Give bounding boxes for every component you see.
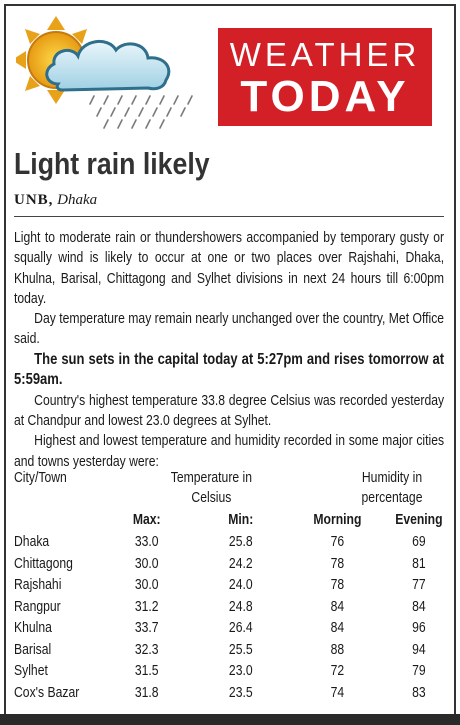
cell-max: 33.7 [134,620,159,636]
weather-banner [6,6,454,136]
sun-cloud-rain-icon [16,14,216,129]
cell-morning: 78 [330,555,345,572]
cell-min: 23.0 [228,663,253,679]
weather-today-title-box [218,28,432,126]
header-city: City/Town [14,470,67,486]
cell-evening: 77 [412,577,426,593]
table-row [14,618,444,640]
cell-evening: 81 [412,555,426,572]
cell-min: 25.5 [228,641,253,658]
byline-dateline: Dhaka [57,192,98,208]
table-row [14,661,444,683]
cell-min: 25.8 [228,534,253,550]
header-max: Max: [132,512,161,528]
cell-min: 24.8 [228,598,253,615]
weather-article-clipping [4,4,456,716]
cell-max: 31.2 [134,598,159,615]
cell-morning: 74 [330,684,345,701]
cell-morning: 76 [330,534,345,550]
paragraph-extremes: Country's highest temperature 33.8 degree Celsius was recorded yesterday at Chandpur and lowest 23.0 degrees at Sylhet. [14,392,445,430]
table-row [14,575,444,597]
cell-morning: 78 [330,577,345,593]
cell-max: 31.5 [134,663,159,679]
cell-morning: 84 [330,620,345,636]
cell-max: 32.3 [134,641,159,658]
paragraph-day-temperature: Day temperature may remain nearly unchanged over the country, Met Office said. [14,311,445,348]
cell-morning: 72 [330,663,345,679]
header-min: Min: [228,512,254,528]
cell-morning: 88 [330,641,345,658]
cell-city: Sylhet [14,663,48,679]
cell-max: 31.8 [134,684,159,701]
paragraph-forecast: Light to moderate rain or thundershowers accompanied by temporary gusty or squally wind is likely to occur at one or two places over Rajshahi, Dhaka, Khulna, Barisal, Chittagong and Sylhet divisions in next 24 hours till 6:00pm today. [14,230,445,307]
banner-title-weather: WEATHER [229,36,421,73]
cell-evening: 96 [412,620,426,636]
article-headline: Light rain likely [14,146,210,181]
table-row [14,554,444,576]
cell-city: Barisal [14,641,52,658]
cell-min: 24.0 [228,577,253,593]
cell-evening: 84 [412,598,426,615]
cell-evening: 79 [412,663,426,679]
cell-evening: 69 [412,534,426,550]
cell-evening: 94 [412,641,426,658]
cell-city: Chittagong [14,555,73,572]
table-row [14,683,444,705]
bottom-border-bar [0,714,460,725]
table-row [14,532,444,554]
cell-city: Khulna [14,620,52,636]
cell-morning: 84 [330,598,345,615]
header-morning: Morning [313,512,362,528]
paragraph-table-intro: Highest and lowest temperature and humidity recorded in some major cities and towns yesterday were: [14,433,445,470]
header-temperature-line1: Temperature in [170,470,253,486]
header-humidity-line2: percentage [361,490,423,506]
cell-city: Rangpur [14,598,61,615]
article-byline [14,192,97,209]
cell-city: Rajshahi [14,577,62,593]
table-row [14,640,444,662]
byline-agency: UNB, [14,192,54,208]
cell-max: 33.0 [134,534,159,550]
cell-min: 23.5 [228,684,253,701]
header-temperature-line2: Celsius [191,490,232,506]
article-body [14,228,444,472]
paragraph-sun-times: The sun sets in the capital today at 5:27pm and rises tomorrow at 5:59am. [14,350,445,389]
cell-city: Dhaka [14,534,50,550]
cell-max: 30.0 [134,577,159,593]
cell-city: Cox's Bazar [14,684,80,701]
header-humidity-line1: Humidity in [361,470,423,486]
cell-min: 26.4 [228,620,253,636]
temperature-humidity-table [14,468,444,704]
cell-max: 30.0 [134,555,159,572]
cell-min: 24.2 [228,555,253,572]
table-header [14,468,444,532]
cell-evening: 83 [412,684,426,701]
byline-divider [14,216,444,217]
header-evening: Evening [395,512,443,528]
banner-title-today: TODAY [240,72,410,121]
table-row [14,597,444,619]
